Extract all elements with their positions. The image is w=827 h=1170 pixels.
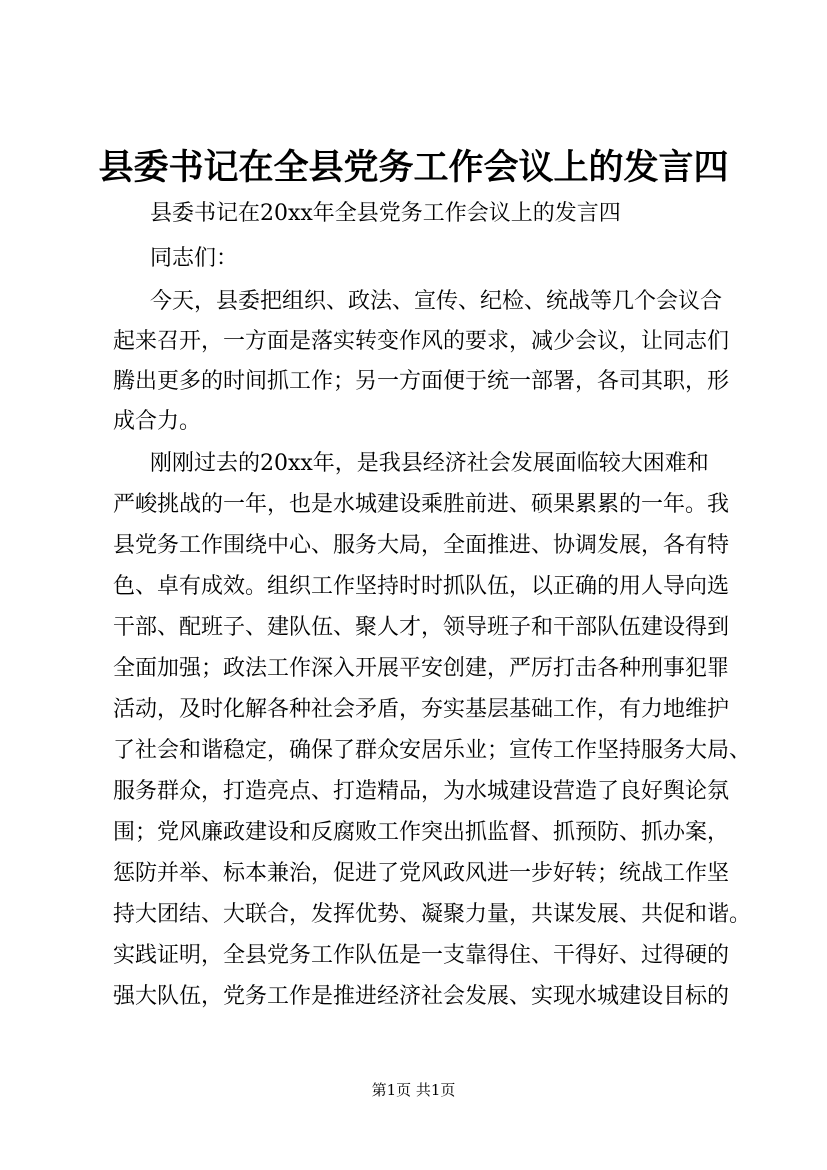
paragraph-line: 围；党风廉政建设和反腐败工作突出抓监督、抓预防、抓办案， [113,820,730,845]
paragraph-line: 严峻挑战的一年，也是水城建设乘胜前进、硕果累累的一年。我 [113,492,730,517]
paragraph-line: 强大队伍，党务工作是推进经济社会发展、实现水城建设目标的 [113,984,730,1009]
paragraph-line: 色、卓有成效。组织工作坚持时时抓队伍，以正确的用人导向选 [113,574,730,599]
salutation-line: 同志们： [150,246,239,271]
paragraph-line: 干部、配班子、建队伍、聚人才，领导班子和干部队伍建设得到 [113,615,730,640]
document-title: 县委书记在全县党务工作会议上的发言四 [98,147,729,188]
page-number-footer: 第1页 共1页 [371,1081,456,1099]
subtitle-line: 县委书记在20xx年全县党务工作会议上的发言四 [150,201,621,226]
paragraph-line: 腾出更多的时间抓工作；另一方面便于统一部署，各司其职，形 [113,369,730,394]
paragraph-line: 持大团结、大联合，发挥优势、凝聚力量，共谋发展、共促和谐。 [113,902,752,927]
paragraph-line: 全面加强；政法工作深入开展平安创建，严厉打击各种刑事犯罪 [113,656,730,681]
paragraph-line: 今天，县委把组织、政法、宣传、纪检、统战等几个会议合 [150,289,723,314]
paragraph-line: 县党务工作围绕中心、服务大局，全面推进、协调发展，各有特 [113,533,730,558]
paragraph-line: 惩防并举、标本兼治，促进了党风政风进一步好转；统战工作坚 [113,861,730,886]
paragraph-line: 起来召开，一方面是落实转变作风的要求，减少会议，让同志们 [113,329,730,354]
paragraph-line: 活动，及时化解各种社会矛盾，夯实基层基础工作，有力地维护 [113,697,730,722]
paragraph-line: 成合力。 [113,409,202,434]
paragraph-line: 服务群众，打造亮点、打造精品，为水城建设营造了良好舆论氛 [113,779,730,804]
paragraph-line: 刚刚过去的20xx年，是我县经济社会发展面临较大困难和 [150,451,709,476]
paragraph-line: 实践证明，全县党务工作队伍是一支靠得住、干得好、过得硬的 [113,943,730,968]
paragraph-line: 了社会和谐稳定，确保了群众安居乐业；宣传工作坚持服务大局、 [113,738,752,763]
